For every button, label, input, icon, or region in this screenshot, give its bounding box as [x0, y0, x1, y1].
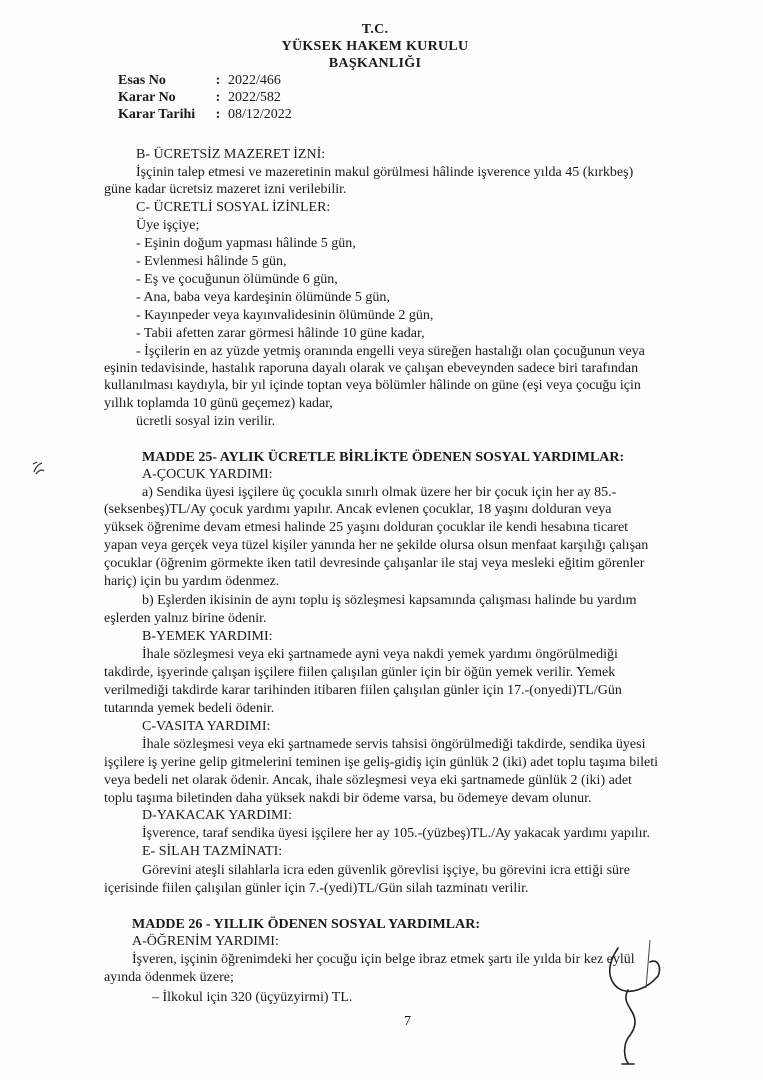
list-item: - Evlenmesi hâlinde 5 gün, [136, 254, 287, 269]
body-line: verilmediği takdirde karar tarihinden itibaren fiilen çalışılan günler için 17.-(onyedi)TL/Gün [104, 683, 622, 698]
list-item: - Eş ve çocuğunun ölümünde 6 gün, [136, 272, 338, 287]
section-heading: A-ÇOCUK YARDIMI: [142, 467, 273, 482]
list-item: - Tabii afetten zarar görmesi hâlinde 10 güne kadar, [136, 326, 425, 341]
meta-row-tarih [118, 106, 328, 123]
body-line: güne kadar ücretsiz mazeret izni verilebilir. [104, 182, 347, 197]
body-line: içerisinde fiilen çalışılan günler için 7.-(yedi)TL/Gün silah tazminatı verilir. [104, 881, 529, 896]
section-heading: A-ÖĞRENİM YARDIMI: [132, 934, 279, 949]
meta-value: 08/12/2022 [228, 107, 292, 122]
meta-label: Esas No [118, 73, 166, 88]
article-heading: MADDE 26 - YILLIK ÖDENEN SOSYAL YARDIMLAR: [132, 917, 480, 932]
meta-label: Karar No [118, 90, 176, 105]
body-line: Görevini ateşli silahlarla icra eden güvenlik görevlisi işçiye, bu görevini icra ettiği süre [142, 863, 630, 878]
section-heading: B- ÜCRETSİZ MAZERET İZNİ: [136, 147, 326, 162]
meta-row-karar [118, 89, 328, 106]
body-line: İşçinin talep etmesi ve mazeretinin makul görülmesi hâlinde işverence yılda 45 (kırkbeş) [136, 165, 634, 180]
section-heading: B-YEMEK YARDIMI: [142, 629, 273, 644]
header-tc: T.C. [361, 22, 389, 37]
list-item: – İlkokul için 320 (üçyüzyirmi) TL. [152, 990, 353, 1005]
body-line: İşveren, işçinin öğrenimdeki her çocuğu için belge ibraz etmek şartı ile yılda bir kez eylül [132, 952, 635, 967]
list-item: - İşçilerin en az yüzde yetmiş oranında engelli veya süreğen hastalığı olan çocuğunun veya [136, 344, 645, 359]
body-line: çocuklar (öğrenim görmekte iken tatil devresinde çalışanlar ile staj veya mesleki eğitim görenler [104, 556, 645, 571]
body-line: hariç) için bu yardım ödenmez. [104, 574, 280, 589]
body-line: yapan veya gerçek veya tüzel kişiler yanında her ne şekilde olursa olsun menfaat karşılığı çalışan [104, 538, 649, 553]
meta-label: Karar Tarihi [118, 107, 196, 122]
header-institution: YÜKSEK HAKEM KURULU [281, 39, 469, 54]
meta-row-esas [118, 72, 328, 89]
body-line: Üye işçiye; [136, 218, 200, 233]
body-line: işçilere iş yerine gelip gitmelerini teminen işe geliş-gidiş için günlük 2 (iki) adet toplu taşıma bileti [104, 755, 659, 770]
meta-value: 2022/466 [228, 73, 281, 88]
body-line: İhale sözleşmesi veya eki şartnamede servis tahsisi öngörülmediği takdirde, sendika üyesi [142, 737, 646, 752]
section-heading: C-VASITA YARDIMI: [142, 719, 271, 734]
body-line: ücretli sosyal izin verilir. [136, 414, 276, 429]
body-line: yüksek öğrenime devam etmesi halinde 25 yaşını dolduran çocuklar ile kendi hesabına ticaret [104, 520, 629, 535]
list-item: - Eşinin doğum yapması hâlinde 5 gün, [136, 236, 356, 251]
case-metadata [118, 72, 328, 123]
meta-separator: : [215, 107, 221, 122]
body-line: İhale sözleşmesi veya eki şartnamede ayni veya nakdi yemek yardımı öngörülmediği [142, 647, 618, 662]
body-line: eşlerden yalnız birine ödenir. [104, 611, 267, 626]
article-heading: MADDE 25- AYLIK ÜCRETLE BİRLİKTE ÖDENEN SOSYAL YARDIMLAR: [142, 450, 625, 465]
body-line: veya bedeli net olarak ödenir. Ancak, ihale sözleşmesi veya eki şartnamede günlük 2 (iki) adet [104, 773, 632, 788]
meta-separator: : [215, 73, 221, 88]
body-line: ayında ödenmek üzere; [104, 970, 234, 985]
page-number: 7 [404, 1014, 411, 1029]
body-line: yıllık toplamda 10 günü geçemez) kadar, [104, 396, 333, 411]
list-item: - Kayınpeder veya kayınvalidesinin ölümünde 2 gün, [136, 308, 434, 323]
body-line: tutarında yemek bedeli ödenir. [104, 701, 275, 716]
body-line: a) Sendika üyesi işçilere üç çocukla sınırlı olmak üzere her bir çocuk için her ay 85.- [142, 485, 617, 500]
section-heading: E- SİLAH TAZMİNATI: [142, 844, 283, 859]
body-line: takdirde, işyerinde çalışan işçilere fiilen çalışılan günler için bir öğün yemek verilir. Yemek [104, 665, 616, 680]
body-line: İşverence, taraf sendika üyesi işçilere her ay 105.-(yüzbeş)TL./Ay yakacak yardımı yapılır. [142, 826, 650, 841]
section-heading: C- ÜCRETLİ SOSYAL İZİNLER: [136, 200, 331, 215]
body-line: (seksenbeş)TL/Ay çocuk yardımı yapılır. Ancak evlenen çocuklar, 18 yaşını dolduran veya [104, 502, 612, 517]
meta-value: 2022/582 [228, 90, 281, 105]
header-department: BAŞKANLIĞI [328, 56, 422, 71]
body-line: b) Eşlerden ikisinin de aynı toplu iş sözleşmesi kapsamında çalışması halinde bu yardım [142, 593, 637, 608]
body-line: kullanılması kaydıyla, bir yıl içinde toptan veya bölümler hâlinde on güne (eşi veya çocuğu için [104, 378, 641, 393]
body-line: toplu taşıma biletinden daha yüksek nakdi bir ödeme varsa, bu ödemeye devam olunur. [104, 791, 592, 806]
meta-separator: : [215, 90, 221, 105]
list-item: - Ana, baba veya kardeşinin ölümünde 5 gün, [136, 290, 390, 305]
body-line: eşinin tedavisinde, hastalık raporuna dayalı olarak ve çalışan ebeveynden sadece biri tarafından [104, 361, 639, 376]
section-heading: D-YAKACAK YARDIMI: [142, 808, 292, 823]
initial-mark-icon [30, 458, 48, 478]
signature-icon [588, 918, 708, 1068]
